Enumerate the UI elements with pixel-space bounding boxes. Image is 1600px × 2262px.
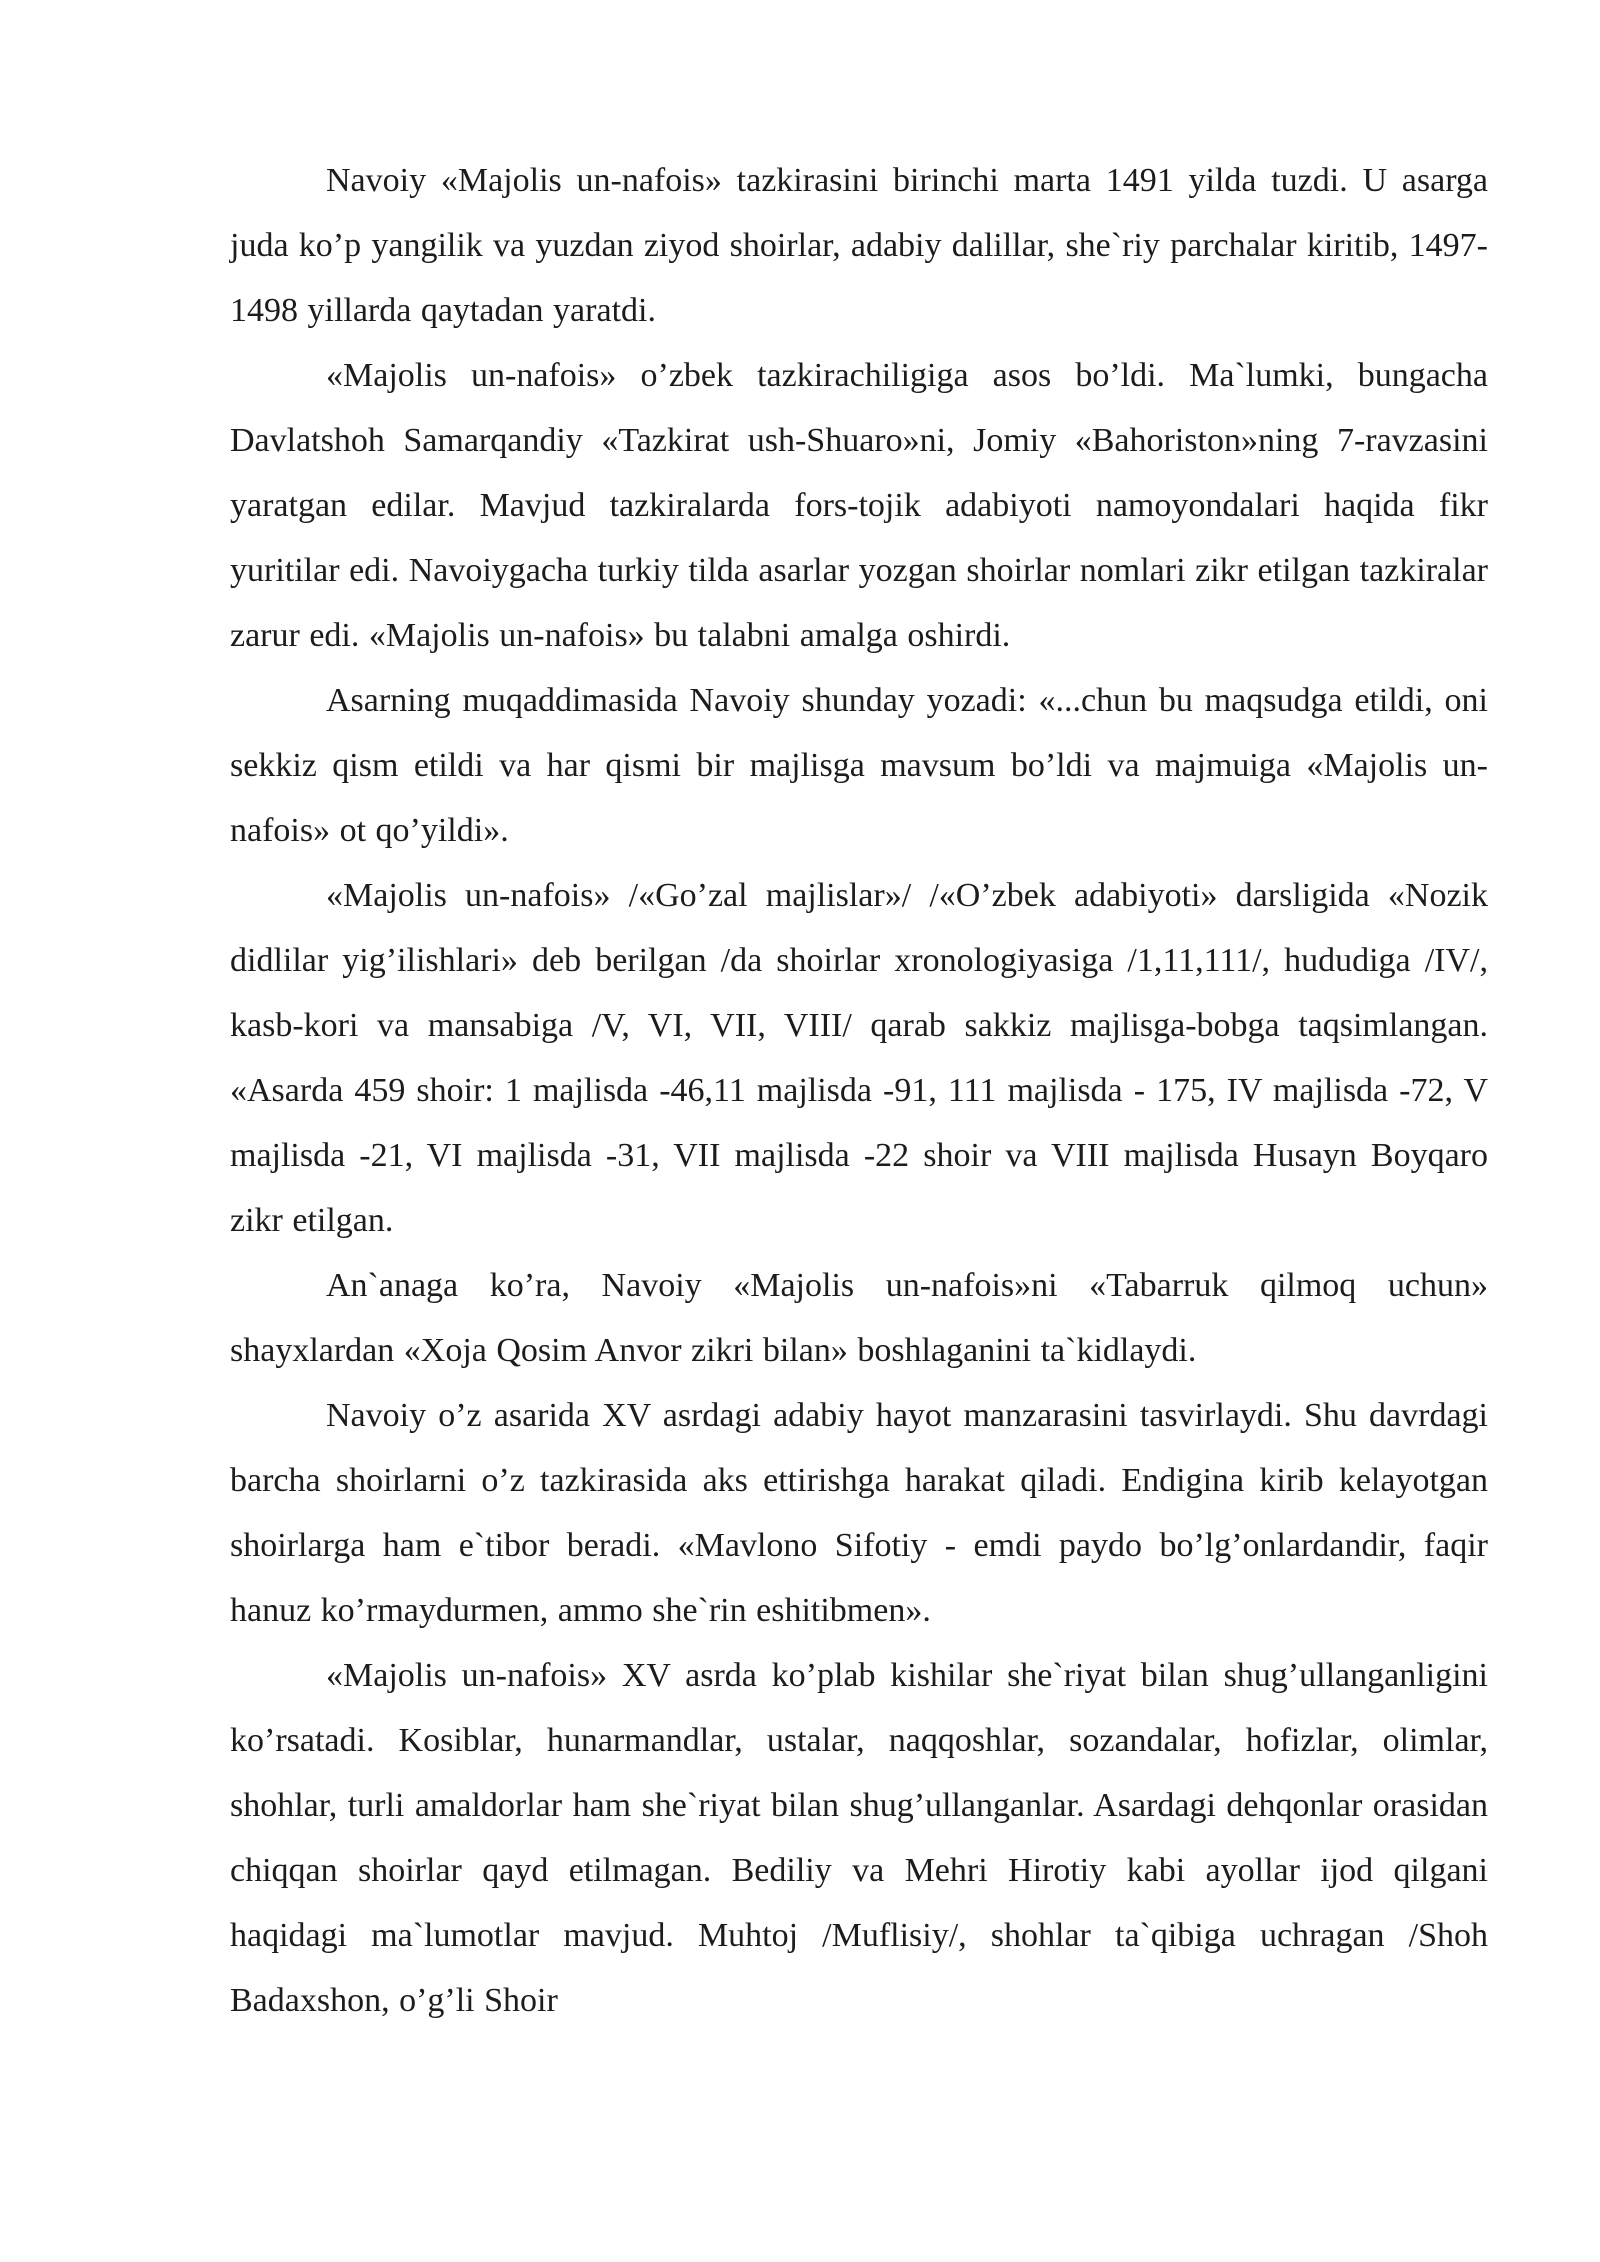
paragraph-5: An`anaga ko’ra, Navoiy «Majolis un-nafois»ni «Tabarruk qilmoq uchun» shayxlardan «Xoja Qosim Anvor zikri bilan» boshlaganini ta`kidlaydi. — [230, 1267, 1488, 1369]
paragraph-2: «Majolis un-nafois» o’zbek tazkirachiligiga asos bo’ldi. Ma`lumki, bungacha Davlatshoh Samarqandiy «Tazkirat ush-Shuaro»ni, Jomiy «Bahoriston»ning 7-ravzasini yaratgan edilar. Mavjud tazkiralarda fors-tojik adabiyoti namoyondalari haqida fikr yuritilar edi. Navoiygacha turkiy tilda asarlar yozgan shoirlar nomlari zikr etilgan tazkiralar zarur edi. «Majolis un-nafois» bu talabni amalga oshirdi. — [230, 357, 1488, 654]
paragraph-7: «Majolis un-nafois» XV asrda ko’plab kishilar she`riyat bilan shug’ullanganligini ko’rsatadi. Kosiblar, hunarmandlar, ustalar, naqqoshlar, sozandalar, hofizlar, olimlar, shohlar, turli amaldorlar ham she`riyat bilan shug’ullanganlar. Asardagi dehqonlar orasidan chiqqan shoirlar qayd etilmagan. Bediliy va Mehri Hirotiy kabi ayollar ijod qilgani haqidagi ma`lumotlar mavjud. Muhtoj /Muflisiy/, shohlar ta`qibiga uchragan /Shoh Badaxshon, o’g’li Shoir — [230, 1657, 1488, 2019]
paragraph-4: «Majolis un-nafois» /«Go’zal majlislar»/ /«O’zbek adabiyoti» darsligida «Nozik didlilar yig’ilishlari» deb berilgan /da shoirlar xronologiyasiga /1,11,111/, hududiga /IV/, kasb-kori va mansabiga /V, VI, VII, VIII/ qarab sakkiz majlisga-bobga taqsimlangan. «Asarda 459 shoir: 1 majlisda -46,11 majlisda -91, 111 majlisda - 175, IV majlisda -72, V majlisda -21, VI majlisda -31, VII majlisda -22 shoir va VIII majlisda Husayn Boyqaro zikr etilgan. — [230, 877, 1488, 1239]
paragraph-6: Navoiy o’z asarida XV asrdagi adabiy hayot manzarasini tasvirlaydi. Shu davrdagi barcha shoirlarni o’z tazkirasida aks ettirishga harakat qiladi. Endigina kirib kelayotgan shoirlarga ham e`tibor beradi. «Mavlono Sifotiy - emdi paydo bo’lg’onlardandir, faqir hanuz ko’rmaydurmen, ammo she`rin eshitibmen». — [230, 1397, 1488, 1629]
paragraph-3: Asarning muqaddimasida Navoiy shunday yozadi: «...chun bu maqsudga etildi, oni sekkiz qism etildi va har qismi bir majlisga mavsum bo’ldi va majmuiga «Majolis un-nafois» ot qo’yildi». — [230, 682, 1488, 849]
paragraph-1: Navoiy «Majolis un-nafois» tazkirasini birinchi marta 1491 yilda tuzdi. U asarga juda ko’p yangilik va yuzdan ziyod shoirlar, adabiy dalillar, she`riy parchalar kiritib, 1497-1498 yillarda qaytadan yaratdi. — [230, 162, 1488, 329]
document-page — [230, 148, 1488, 2033]
